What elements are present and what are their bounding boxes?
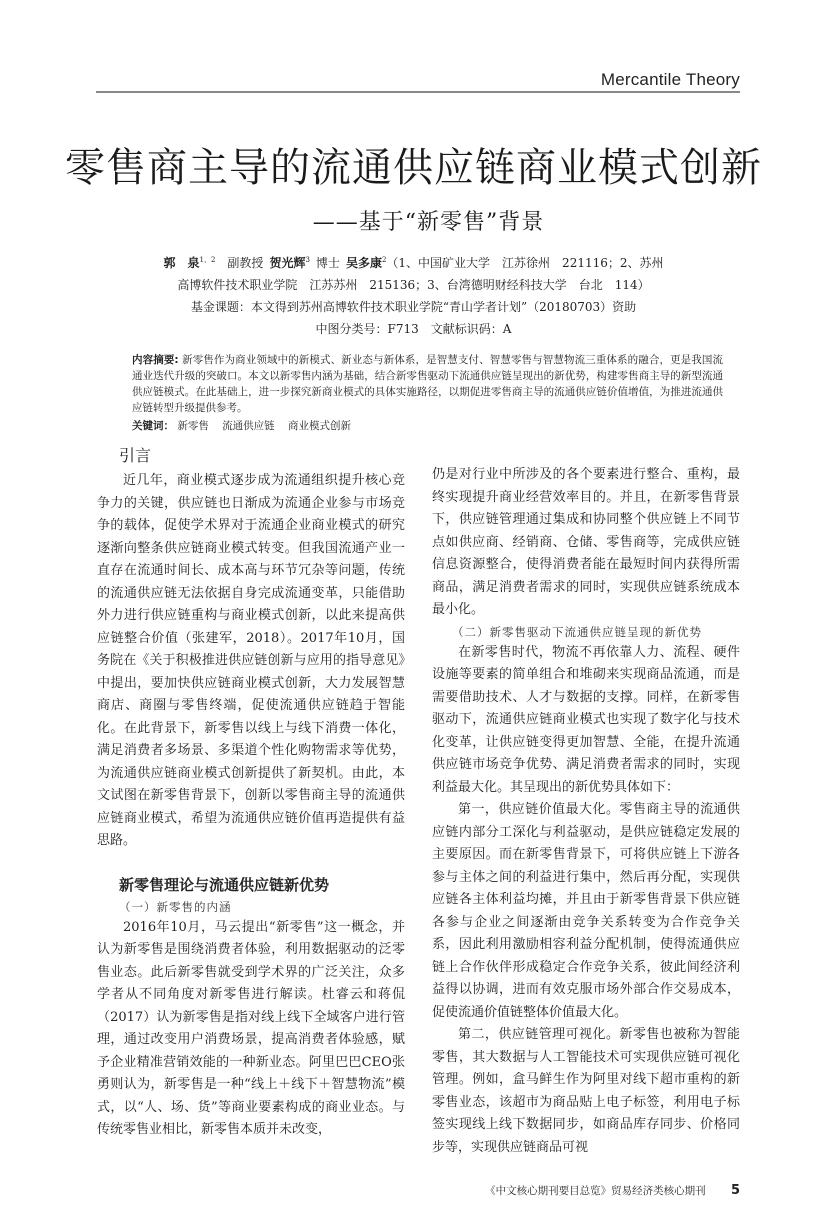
author-name: 吴多康	[345, 256, 382, 270]
subsection-heading: （二）新零售驱动下流通供应链呈现的新优势	[452, 624, 702, 639]
author-affiliation-marker: 2	[381, 256, 387, 264]
body-paragraph: 仍是对行业中所涉及的各个要素进行整合、重构，最终实现提升商业经营效率目的。并且，在新零售背景下，供应链管理通过集成和协同整个供应链上不同节点如供应商、经销商、仓储、零售商等，完成供应链信息资源整合，使得消费者能在最短时间内获得所需商品，满足消费者需求的同时，实现供应链系统成本最小化。	[432, 467, 740, 617]
body-paragraph: 第二，供应链管理可视化。新零售也被称为智能零售，其大数据与人工智能技术可实现供应链可视化管理。例如，盒马鲜生作为阿里对线下超市重构的新零售业态，该超市为商品贴上电子标签，利用电子标签实现线上线下数据同步，如商品库存同步、价格同步等，实现供应链商品可视	[432, 1027, 740, 1155]
keywords-label: 关键词：	[132, 420, 174, 432]
body-paragraph: 第一，供应链价值最大化。零售商主导的流通供应链内部分工深化与利益驱动，是供应链稳定发展的主要原因。而在新零售背景下，可将供应链上下游各参与主体之间的利益进行集中，然后再分配，实现供应链各主体利益均摊，并且由于新零售背景下供应链各参与企业之间逐渐由竞争关系转变为合作竞争关系，因此利用激励相容利益分配机制，使得流通供应链上合作伙伴形成稳定合作竞争关系，彼此间经济利益得以协调，进而有效克服市场外部合作交易成本，促使流通价值链整体价值最大化。	[432, 802, 740, 1020]
body-paragraph: 在新零售时代，物流不再依靠人力、流程、硬件设施等要素的简单组合和堆砌来实现商品流通，而是需要借助技术、人才与数据的支撑。同样，在新零售驱动下，流通供应链商业模式也实现了数字化与技术化变革，让供应链变得更加智慧、全能，在提升流通供应链市场竞争优势、满足消费者需求的同时，实现利益最大化。其呈现出的新优势具体如下：	[432, 644, 740, 795]
author-name: 贺光辉	[269, 256, 306, 270]
abstract	[132, 352, 723, 416]
journal-section-label: Mercantile Theory	[600, 70, 740, 89]
footer-journal-note: 《中文核心期刊要目总览》贸易经济类核心期刊	[485, 1185, 706, 1197]
keywords	[132, 418, 723, 434]
two-column-body	[97, 442, 740, 1159]
author-affiliation-marker: 1、2	[199, 256, 216, 264]
body-paragraph: 2016年10月，马云提出“新零售”这一概念，并认为新零售是围绕消费者体验，利用数据驱动的泛零售业态。此后新零售就受到学术界的广泛关注，众多学者从不同角度对新零售进行解读。杜睿云和蒋侃（2017）认为新零售是指对线上线下全域客户进行管理，通过改变用户消费场景，提高消费者体验感，赋予企业精准营销效能的一种新业态。阿里巴巴CEO张勇则认为，新零售是一种“线上＋线下＋智慧物流”模式，以“人、场、货”等商业要素构成的商业业态。与传统零售业相比，新零售本质并未改变，	[97, 919, 405, 1137]
subsection-heading: （一）新零售的内涵	[119, 899, 232, 914]
article-title: 零售商主导的流通供应链商业模式创新	[65, 145, 762, 191]
keyword: 新零售	[177, 420, 209, 432]
funding-note: 基金课题：本文得到苏州高博软件技术职业学院“青山学者计划”（20180703）资助	[190, 300, 637, 314]
article-meta	[96, 252, 731, 340]
section-heading: 新零售理论与流通供应链新优势	[119, 875, 330, 894]
classification-codes: 中图分类号：F713 文献标识码：A	[315, 322, 512, 336]
author-title: 副教授	[227, 256, 264, 270]
body-paragraph: 近几年，商业模式逐步成为流通组织提升核心竞争力的关键，供应链也日渐成为流通企业参与市场竞争的载体，促使学术界对于流通企业商业模式的研究逐渐向整条供应链商业模式转变。但我国流通产业一直存在流通时间长、成本高与环节冗杂等问题，传统的流通供应链无法依据自身完成流通变革，只能借助外力进行供应链重构与商业模式创新，以此来提高供应链整合价值（张建军，2018）。2017年10月，国务院在《关于积极推进供应链创新与应用的指导意见》中提出，要加快供应链商业模式创新，大力发展智慧商店、商圈与零售终端，促使流通供应链趋于智能化。在此背景下，新零售以线上与线下消费一体化，满足消费者多场景、多渠道个性化购物需求等优势，为流通供应链商业模式创新提供了新契机。由此，本文试图在新零售背景下，创新以零售商主导的流通供应链商业模式，希望为流通供应链价值再造提供有益思路。	[97, 473, 405, 848]
abstract-text: 新零售作为商业领域中的新模式、新业态与新体系，是智慧支付、智慧零售与智慧物流三重体系的融合，更是我国流通业迭代升级的突破口。本文以新零售内涵为基础，结合新零售驱动下流通供应链呈现出的新优势，构建零售商主导的新型流通供应链模式。在此基础上，进一步探究新商业模式的具体实施路径，以期促进零售商主导的流通供应链价值增值，为推进流通供应链转型升级提供参考。	[132, 354, 724, 414]
page-footer	[0, 1183, 740, 1198]
intro-heading: 引言	[119, 446, 152, 465]
affiliation-text: （1、中国矿业大学 江苏徐州 221116；2、苏州	[386, 256, 664, 270]
author-line	[96, 252, 731, 274]
right-column	[432, 442, 740, 1159]
page-number: 5	[730, 1183, 740, 1198]
left-column	[97, 442, 405, 1159]
article-body	[0, 140, 827, 1218]
author-affiliation-marker: 3	[305, 256, 310, 264]
abstract-label: 内容摘要:	[132, 354, 179, 366]
author-name: 郭 泉	[163, 256, 200, 270]
keyword: 流通供应链	[222, 420, 275, 432]
keyword: 商业模式创新	[288, 420, 352, 432]
author-title: 博士	[315, 256, 340, 270]
article-subtitle: ——基于“新零售”背景	[312, 210, 545, 235]
affiliation-line: 高博软件技术职业学院 江苏苏州 215136；3、台湾德明财经科技大学 台北 114）	[177, 278, 650, 292]
header-divider	[96, 91, 740, 93]
